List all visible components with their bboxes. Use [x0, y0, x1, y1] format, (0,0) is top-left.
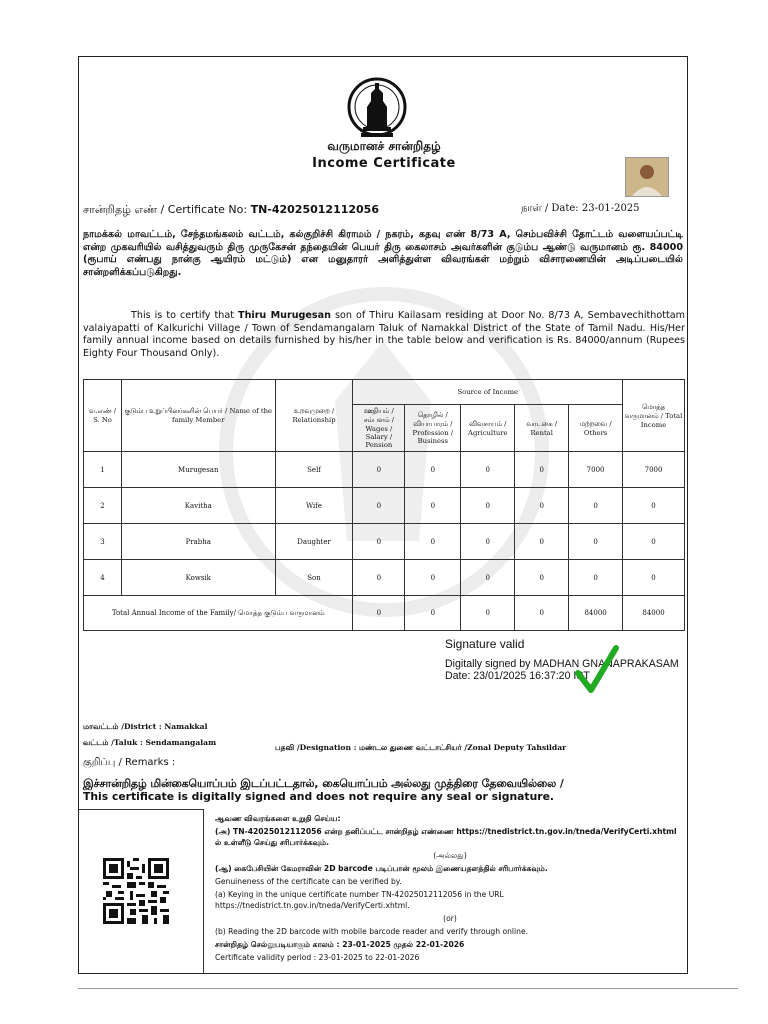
header-profession: தொழில் / வியாபாரம் / Profession / Business: [405, 405, 461, 452]
text-line: ஆவண விவரங்களை உறுதி செய்ய:: [215, 814, 341, 823]
text-line: (அ) TN-42025012112056 என்ற தனிப்பட்ட சான்றிதழ் எண்ணை https://tnedistrict.tn.gov.in/tneda/VerifyCerti.xhtml ல் உள்ளீடு செய்து சரிபார்க்கவும்.: [215, 827, 677, 847]
digital-signature-note: [83, 777, 683, 803]
certificate-number: [83, 203, 379, 218]
page-bottom-rule: [78, 988, 738, 989]
header-agriculture: விவசாயம் / Agriculture: [461, 405, 515, 452]
certificate-page: [78, 56, 688, 974]
table-cell: Wife: [275, 488, 353, 524]
table-cell: Total Annual Income of the Family/ மொத்த குடும்ப வருமானம்: [84, 596, 353, 631]
title-english: Income Certificate: [312, 156, 456, 171]
header-rental: வாடகை / Rental: [515, 405, 569, 452]
table-cell: 2: [84, 488, 122, 524]
table-cell: 0: [353, 560, 405, 596]
check-icon: [575, 645, 619, 695]
text-line: son of Thiru Kailasam residing at Door No. 8/73 A, Sembavechithottam valaiyapatti of Kalkurichi Village / Town of Sendamangalam Taluk of Namakkal District of the State of Tamil Nadu. His/Her family annual income based on details furnished by his/her in the table below and verification is Rs. 84000/annum (Rupees Eighty Four Thousand Only).: [83, 310, 686, 359]
table-cell: 0: [353, 596, 405, 631]
table-total-row: [84, 596, 685, 631]
signature-status: Signature valid: [445, 637, 525, 651]
table-cell: 0: [461, 596, 515, 631]
table-cell: 0: [569, 524, 623, 560]
table-cell: 0: [623, 488, 685, 524]
certification-text-english: [83, 310, 685, 360]
text-line: (b) Reading the 2D barcode with mobile barcode reader and verify through online.: [215, 927, 529, 936]
table-cell: 0: [405, 452, 461, 488]
table-cell: 84000: [569, 596, 623, 631]
table-cell: Kowsik: [121, 560, 275, 596]
table-cell: Self: [275, 452, 353, 488]
text-line: Certificate validity period : 23-01-2025 to 22-01-2026: [215, 953, 420, 962]
applicant-name: Thiru Murugesan: [238, 310, 331, 321]
table-cell: 0: [405, 488, 461, 524]
text-line: (a) Keying in the unique certificate number TN-42025012112056 in the URL https://tnedistrict.tn.gov.in/tneda/VerifyCerti.xhtml.: [215, 890, 504, 910]
text-line: This is to certify that: [131, 310, 234, 321]
officer-location: [83, 719, 216, 751]
table-cell: 0: [623, 560, 685, 596]
table-cell: 0: [353, 452, 405, 488]
remarks-label: குறிப்பு / Remarks :: [83, 757, 176, 768]
qr-code-icon: [103, 858, 169, 924]
table-cell: 0: [461, 488, 515, 524]
officer-designation: பதவி /Designation : மண்டல துணை வட்டாட்சியர் /Zonal Deputy Tahsildar: [275, 743, 567, 752]
verification-instructions: [215, 813, 685, 965]
signature-details: [445, 658, 679, 682]
table-row: [84, 452, 685, 488]
text-line: (ஆ) கைபேசியின் கேமராவின் 2D barcode படிப்பான் மூலம் இணையதளத்தில் சரிபார்க்கவும்.: [215, 864, 548, 873]
qr-panel: [79, 809, 204, 974]
header-others: மற்றவை / Others: [569, 405, 623, 452]
table-cell: 0: [515, 452, 569, 488]
text-line: Date: 23/01/2025 16:37:20 IST: [445, 670, 590, 682]
header-total: மொத்த வருமானம் / Total Income: [623, 380, 685, 452]
table-cell: 0: [405, 524, 461, 560]
table-cell: 1: [84, 452, 122, 488]
table-cell: 0: [569, 488, 623, 524]
table-cell: 0: [515, 596, 569, 631]
certification-text-tamil: நாமக்கல் மாவட்டம், சேந்தமங்கலம் வட்டம், கல்குறிச்சி கிராமம் / நகரம், கதவு எண் 8/73 A, செம்பவிச்சி தோட்டம் வளையப்பட்டி என்ற முகவரியில் வசித்துவரும் திரு முருகேசன் தந்தையின் பெயர் திரு கைலாசம் அவர்களின் குடும்ப ஆண்டு வருமானம் ரூ. 84000 (ரூபாய் எண்பது நான்கு ஆயிரம் மட்டும்) என மனுதாரர் அளித்துள்ள விவரங்கள் மற்றும் விசாரணையின் அடிப்படையில் சான்றளிக்கப்படுகிறது.: [83, 229, 683, 278]
certificate-date: [521, 203, 640, 215]
table-cell: 0: [515, 524, 569, 560]
table-cell: Prabha: [121, 524, 275, 560]
text-line: சான்றிதழ் எண் / Certificate No:: [83, 203, 248, 216]
header-sno: வ.எண் / S. No: [84, 380, 122, 452]
text-line: இச்சான்றிதழ் மின்கையொப்பம் இடப்பட்டதால், கையொப்பம் அல்லது முத்திரை தேவையில்லை /: [83, 777, 564, 790]
table-cell: 0: [405, 560, 461, 596]
text-line: 23-01-2025: [581, 203, 640, 214]
header-source: Source of Income: [353, 380, 623, 405]
table-row: [84, 488, 685, 524]
text-line: TN-42025012112056: [250, 203, 379, 216]
text-line: நாள் / Date:: [521, 203, 579, 214]
taluk-line: வட்டம் /Taluk : Sendamangalam: [83, 738, 217, 747]
table-cell: 0: [405, 596, 461, 631]
table-cell: 7000: [569, 452, 623, 488]
table-cell: Daughter: [275, 524, 353, 560]
district-line: மாவட்டம் /District : Namakkal: [83, 722, 208, 731]
income-table: [83, 379, 685, 631]
text-line: Digitally signed by MADHAN GNANAPRAKASAM: [445, 658, 679, 670]
text-line: (or): [443, 914, 457, 923]
table-cell: 84000: [623, 596, 685, 631]
title-tamil: வருமானச் சான்றிதழ்: [327, 139, 441, 153]
table-row: [84, 524, 685, 560]
table-cell: 0: [461, 524, 515, 560]
header-name: குடும்ப உறுப்பினர்களின் பெயர் / Name of the family Member: [121, 380, 275, 452]
tamil-nadu-emblem-icon: [345, 77, 409, 139]
table-cell: Kavitha: [121, 488, 275, 524]
applicant-photo: [625, 157, 669, 197]
table-cell: 0: [515, 488, 569, 524]
table-cell: 0: [515, 560, 569, 596]
header-salary: ஊதியம் / சம்பளம் / Wages / Salary / Pension: [353, 405, 405, 452]
table-cell: 7000: [623, 452, 685, 488]
text-line: (அல்லது): [433, 851, 467, 860]
text-line: Genuineness of the certificate can be verified by.: [215, 877, 402, 886]
table-row: [84, 560, 685, 596]
table-cell: Murugesan: [121, 452, 275, 488]
table-cell: 0: [353, 524, 405, 560]
table-cell: Son: [275, 560, 353, 596]
table-cell: 0: [461, 560, 515, 596]
table-cell: 4: [84, 560, 122, 596]
table-cell: 0: [353, 488, 405, 524]
table-cell: 0: [623, 524, 685, 560]
text-line: This certificate is digitally signed and does not require any seal or signature.: [83, 790, 555, 803]
header-relationship: உறவுமுறை / Relationship: [275, 380, 353, 452]
table-cell: 0: [461, 452, 515, 488]
table-cell: 0: [569, 560, 623, 596]
table-cell: 3: [84, 524, 122, 560]
text-line: சான்றிதழ் செல்லுபடியாகும் காலம் : 23-01-2025 முதல் 22-01-2026: [215, 940, 465, 949]
